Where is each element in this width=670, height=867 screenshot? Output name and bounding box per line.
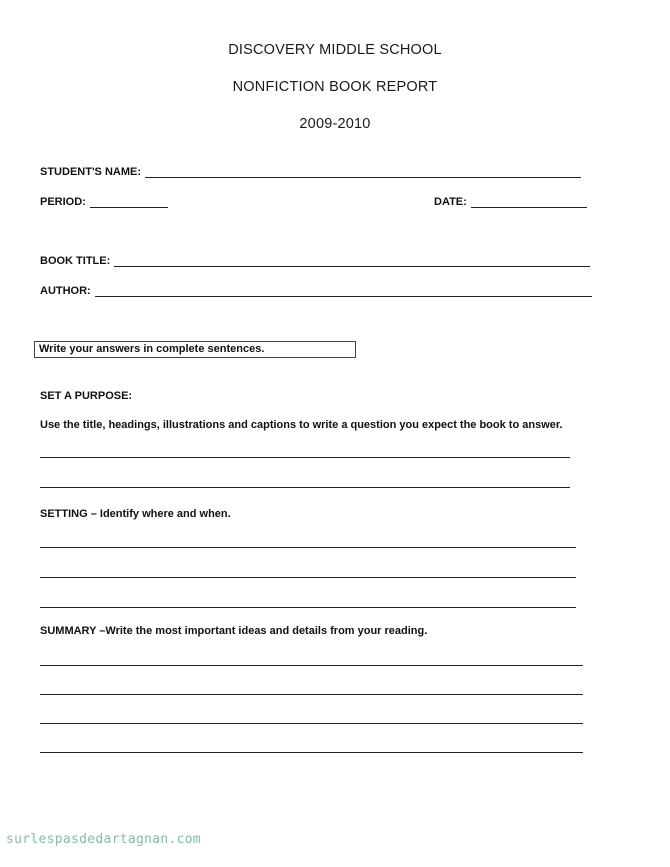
author-line[interactable] (95, 286, 592, 297)
school-year: 2009-2010 (299, 116, 371, 132)
school-name: DISCOVERY MIDDLE SCHOOL (228, 42, 442, 58)
purpose-prompt: Use the title, headings, illustrations and captions to write a question you expect the book to answer. (40, 419, 563, 431)
book-title-label: BOOK TITLE: (40, 255, 111, 267)
author-label: AUTHOR: (40, 285, 91, 297)
site-watermark: surlespasdedartagnan.com (6, 832, 202, 847)
setting-answer-line-1[interactable] (40, 547, 576, 548)
instruction-text: Write your answers in complete sentences. (39, 343, 265, 355)
summary-answer-line-4[interactable] (40, 752, 583, 753)
summary-answer-line-1[interactable] (40, 665, 583, 666)
student-name-field[interactable] (40, 166, 581, 178)
date-field[interactable] (434, 196, 587, 208)
book-title-line[interactable] (114, 256, 590, 267)
setting-prompt: SETTING – Identify where and when. (40, 508, 231, 520)
student-name-label: STUDENT'S NAME: (40, 166, 142, 178)
book-title-field[interactable] (40, 255, 590, 267)
purpose-answer-line-1[interactable] (40, 457, 570, 458)
summary-answer-line-3[interactable] (40, 723, 583, 724)
instruction-box (34, 341, 356, 358)
report-title: NONFICTION BOOK REPORT (232, 79, 438, 95)
author-field[interactable] (40, 285, 592, 297)
student-name-line[interactable] (145, 167, 581, 178)
period-label: PERIOD: (40, 196, 86, 208)
period-field[interactable] (40, 196, 168, 208)
date-label: DATE: (434, 196, 467, 208)
period-line[interactable] (90, 197, 168, 208)
date-line[interactable] (471, 197, 587, 208)
purpose-heading: SET A PURPOSE: (40, 390, 133, 402)
summary-answer-line-2[interactable] (40, 694, 583, 695)
summary-prompt: SUMMARY –Write the most important ideas and details from your reading. (40, 625, 428, 637)
setting-answer-line-3[interactable] (40, 607, 576, 608)
purpose-answer-line-2[interactable] (40, 487, 570, 488)
setting-answer-line-2[interactable] (40, 577, 576, 578)
